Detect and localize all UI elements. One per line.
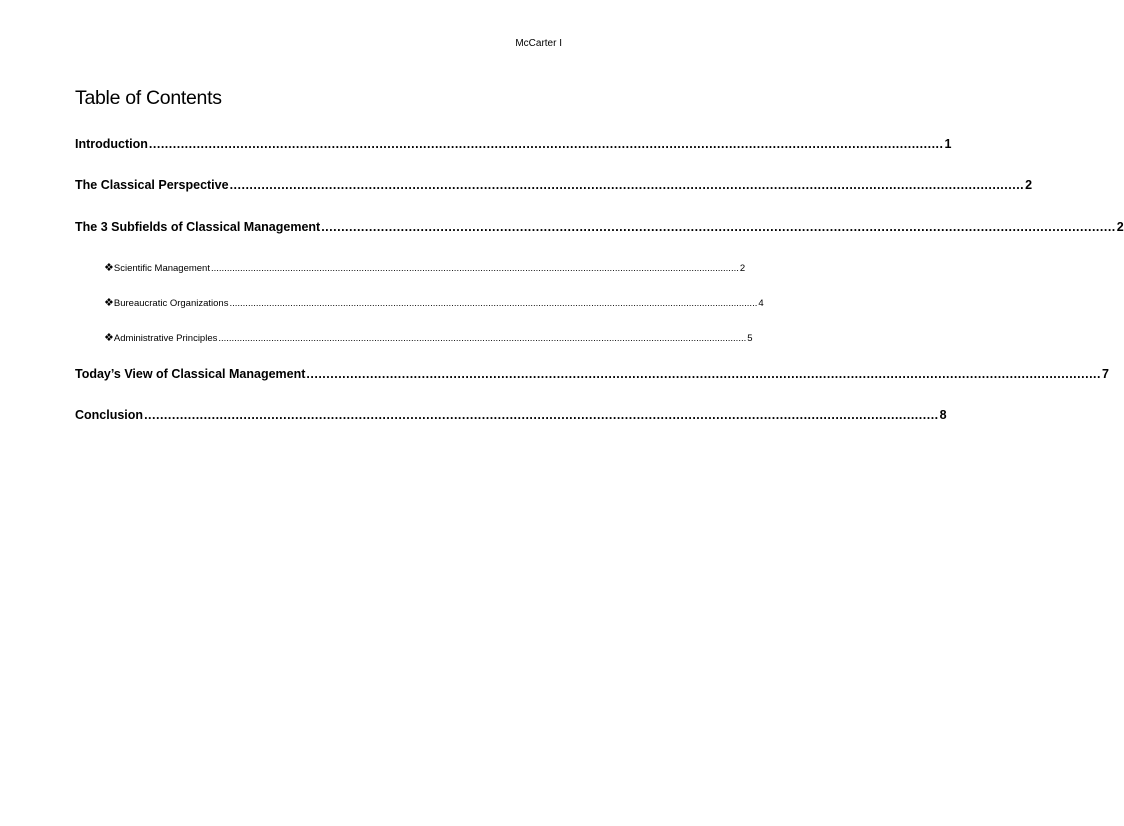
toc-entry-page: 2 bbox=[1025, 178, 1033, 192]
dot-leader: ........................................................................................................................................................................................................ bbox=[218, 333, 747, 344]
toc-entry-label: Conclusion bbox=[75, 408, 144, 422]
toc-entry-label: Scientific Management bbox=[113, 263, 210, 274]
toc-entry-label: Today’s View of Classical Management bbox=[75, 367, 306, 381]
toc-entry-label: Introduction bbox=[75, 137, 148, 151]
toc-entry-bureaucratic-organizations[interactable] bbox=[104, 296, 764, 309]
toc-entry-page: 5 bbox=[747, 333, 753, 344]
diamond-bullet-icon: ❖ bbox=[104, 332, 114, 344]
toc-entry-label: The Classical Perspective bbox=[75, 178, 229, 192]
toc-entry-label: The 3 Subfields of Classical Management bbox=[75, 220, 321, 234]
toc-entry-introduction[interactable] bbox=[75, 137, 952, 151]
dot-leader: ........................................................................................................................................................................................................ bbox=[210, 263, 739, 274]
dot-leader: ........................................................................................................................................................................................................ bbox=[306, 367, 1101, 381]
toc-title: Table of Contents bbox=[75, 87, 222, 109]
toc-entry-page: 4 bbox=[758, 298, 764, 309]
toc-entry-label: Bureaucratic Organizations bbox=[113, 298, 229, 309]
toc-entry-subfields[interactable] bbox=[75, 220, 1124, 234]
toc-entry-scientific-management[interactable] bbox=[104, 261, 746, 274]
dot-leader: ........................................................................................................................................................................................................ bbox=[144, 408, 939, 422]
toc-entry-todays-view[interactable] bbox=[75, 367, 1109, 381]
toc-entry-page: 2 bbox=[1116, 220, 1124, 234]
diamond-bullet-icon: ❖ bbox=[104, 262, 114, 274]
toc-entry-page: 8 bbox=[939, 408, 947, 422]
dot-leader: ........................................................................................................................................................................................................ bbox=[229, 298, 758, 309]
toc-entry-administrative-principles[interactable] bbox=[104, 331, 753, 344]
toc-entry-conclusion[interactable] bbox=[75, 408, 947, 422]
running-head: McCarter I bbox=[515, 38, 562, 49]
dot-leader: ........................................................................................................................................................................................................ bbox=[229, 178, 1025, 192]
toc-entry-page: 2 bbox=[739, 263, 746, 274]
dot-leader: ........................................................................................................................................................................................................ bbox=[321, 220, 1116, 234]
toc-entry-label: Administrative Principles bbox=[113, 333, 218, 344]
toc-entry-page: 1 bbox=[944, 137, 952, 151]
diamond-bullet-icon: ❖ bbox=[104, 297, 114, 309]
dot-leader: ........................................................................................................................................................................................................ bbox=[148, 137, 944, 151]
toc-entry-classical-perspective[interactable] bbox=[75, 178, 1033, 192]
toc-entry-page: 7 bbox=[1102, 367, 1109, 381]
